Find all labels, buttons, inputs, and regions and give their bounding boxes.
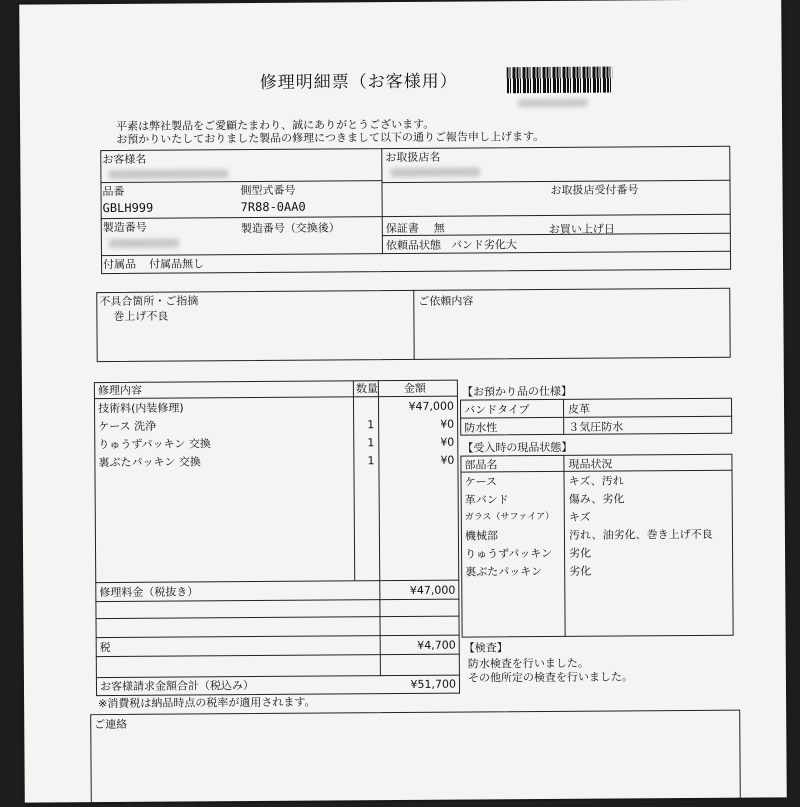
serial-replaced-label: 製造番号（交換後） <box>241 221 340 235</box>
spec-label: 防水性 <box>464 421 497 434</box>
dealer-name-label: お取扱店名 <box>385 151 440 164</box>
repair-item-amount: ¥0 <box>382 454 454 468</box>
condition-part: ケース <box>465 475 498 488</box>
condition-part: りゅうずパッキン <box>465 547 552 561</box>
repair-slip-document <box>19 0 787 803</box>
condition-state: キズ <box>569 511 591 524</box>
repair-item-amount: ¥0 <box>382 436 454 450</box>
purchase-date-label: お買い上げ日 <box>549 223 615 236</box>
accessories-value: 付属品無し <box>149 257 204 270</box>
repair-content-header: 修理内容 <box>98 384 142 397</box>
condition-state: 劣化 <box>569 547 591 560</box>
condition-state: キズ、汚れ <box>569 474 624 487</box>
repair-item-qty: 1 <box>356 454 374 467</box>
serial-label: 製造番号 <box>103 221 147 234</box>
condition-part: ガラス（サファイア） <box>465 511 554 525</box>
product-no-label: 品番 <box>102 185 124 198</box>
condition-part-header: 部品名 <box>464 458 497 471</box>
defect-label: 不具合箇所・ご指摘 <box>99 294 198 308</box>
spec-value: 皮革 <box>568 403 590 416</box>
case-model-value: 7R88-0AA0 <box>241 201 306 214</box>
request-state-value: バンド劣化大 <box>451 238 517 251</box>
repair-amount-header: 金額 <box>404 382 426 395</box>
condition-part: 革バンド <box>465 493 509 506</box>
product-no-value: GBLH999 <box>103 202 154 215</box>
inspection-title: 【検査】 <box>464 641 508 654</box>
condition-part: 裏ぶたパッキン <box>465 565 542 579</box>
dealer-name-redacted <box>390 167 480 177</box>
spec-label: バンドタイプ <box>464 403 530 416</box>
repair-fee-value: ¥47,000 <box>383 584 455 598</box>
repair-fee-label: 修理料金（税抜き） <box>99 585 198 599</box>
inspection-line-1: 防水検査を行いました。 <box>468 657 589 671</box>
repair-item-amount: ¥47,000 <box>382 400 454 414</box>
tax-value: ¥4,700 <box>384 639 456 653</box>
tax-label: 税 <box>100 641 111 654</box>
repair-item-name: 裏ぶたパッキン 交換 <box>98 455 200 469</box>
total-value: ¥51,700 <box>384 678 456 692</box>
inspection-line-2: その他所定の検査を行いました。 <box>468 670 633 684</box>
repair-item-qty: 1 <box>356 436 374 449</box>
document-title: 修理明細票（お客様用） <box>260 72 458 93</box>
contact-label: ご連絡 <box>94 718 127 731</box>
request-content-label: ご依頼内容 <box>418 295 473 308</box>
total-label: お客様請求金額合計（税込み） <box>100 679 254 693</box>
dealer-receipt-label: お取扱店受付番号 <box>550 183 638 197</box>
contact-box <box>90 710 741 807</box>
condition-state: 汚れ、油劣化、巻き上げ不良 <box>569 528 713 542</box>
condition-state: 劣化 <box>569 565 591 578</box>
repair-item-qty: 1 <box>356 418 374 431</box>
warranty-value: 無 <box>434 222 445 235</box>
case-model-label: 側型式番号 <box>240 184 295 197</box>
barcode-number-redacted <box>518 99 588 107</box>
condition-state-header: 現品状況 <box>568 458 612 471</box>
defect-value: 巻上げ不良 <box>113 310 168 323</box>
customer-name-label: お客様名 <box>102 153 146 166</box>
tax-note: ※消費税は納品時点の税率が適用されます。 <box>98 696 315 711</box>
repair-item-amount: ¥0 <box>382 418 454 432</box>
condition-part: 機械部 <box>465 529 498 542</box>
serial-redacted <box>109 239 179 248</box>
warranty-label: 保証書 <box>386 222 419 235</box>
request-state-label: 依頼品状態 <box>386 239 441 252</box>
barcode-image <box>507 67 613 94</box>
spec-value: ３気圧防水 <box>568 420 623 433</box>
specs-title: 【お預かり品の仕様】 <box>462 385 572 399</box>
repair-item-name: ケース 洗浄 <box>98 420 156 433</box>
greeting-line-1: 平素は弊社製品をご愛顧たまわり、誠にありがとうございます。 <box>116 118 434 133</box>
condition-title: 【受入時の現品状態】 <box>462 441 572 455</box>
repair-item-name: りゅうずパッキン 交換 <box>98 437 211 451</box>
customer-name-redacted <box>108 169 228 179</box>
repair-qty-header: 数量 <box>356 382 378 395</box>
accessories-label: 付属品 <box>103 258 136 271</box>
condition-state: 傷み、劣化 <box>569 492 625 505</box>
greeting-line-2: お預かりいたしておりました製品の修理につきまして以下の通りご報告申し上げます。 <box>116 130 544 146</box>
repair-item-name: 技術料(内装修理) <box>98 402 184 416</box>
